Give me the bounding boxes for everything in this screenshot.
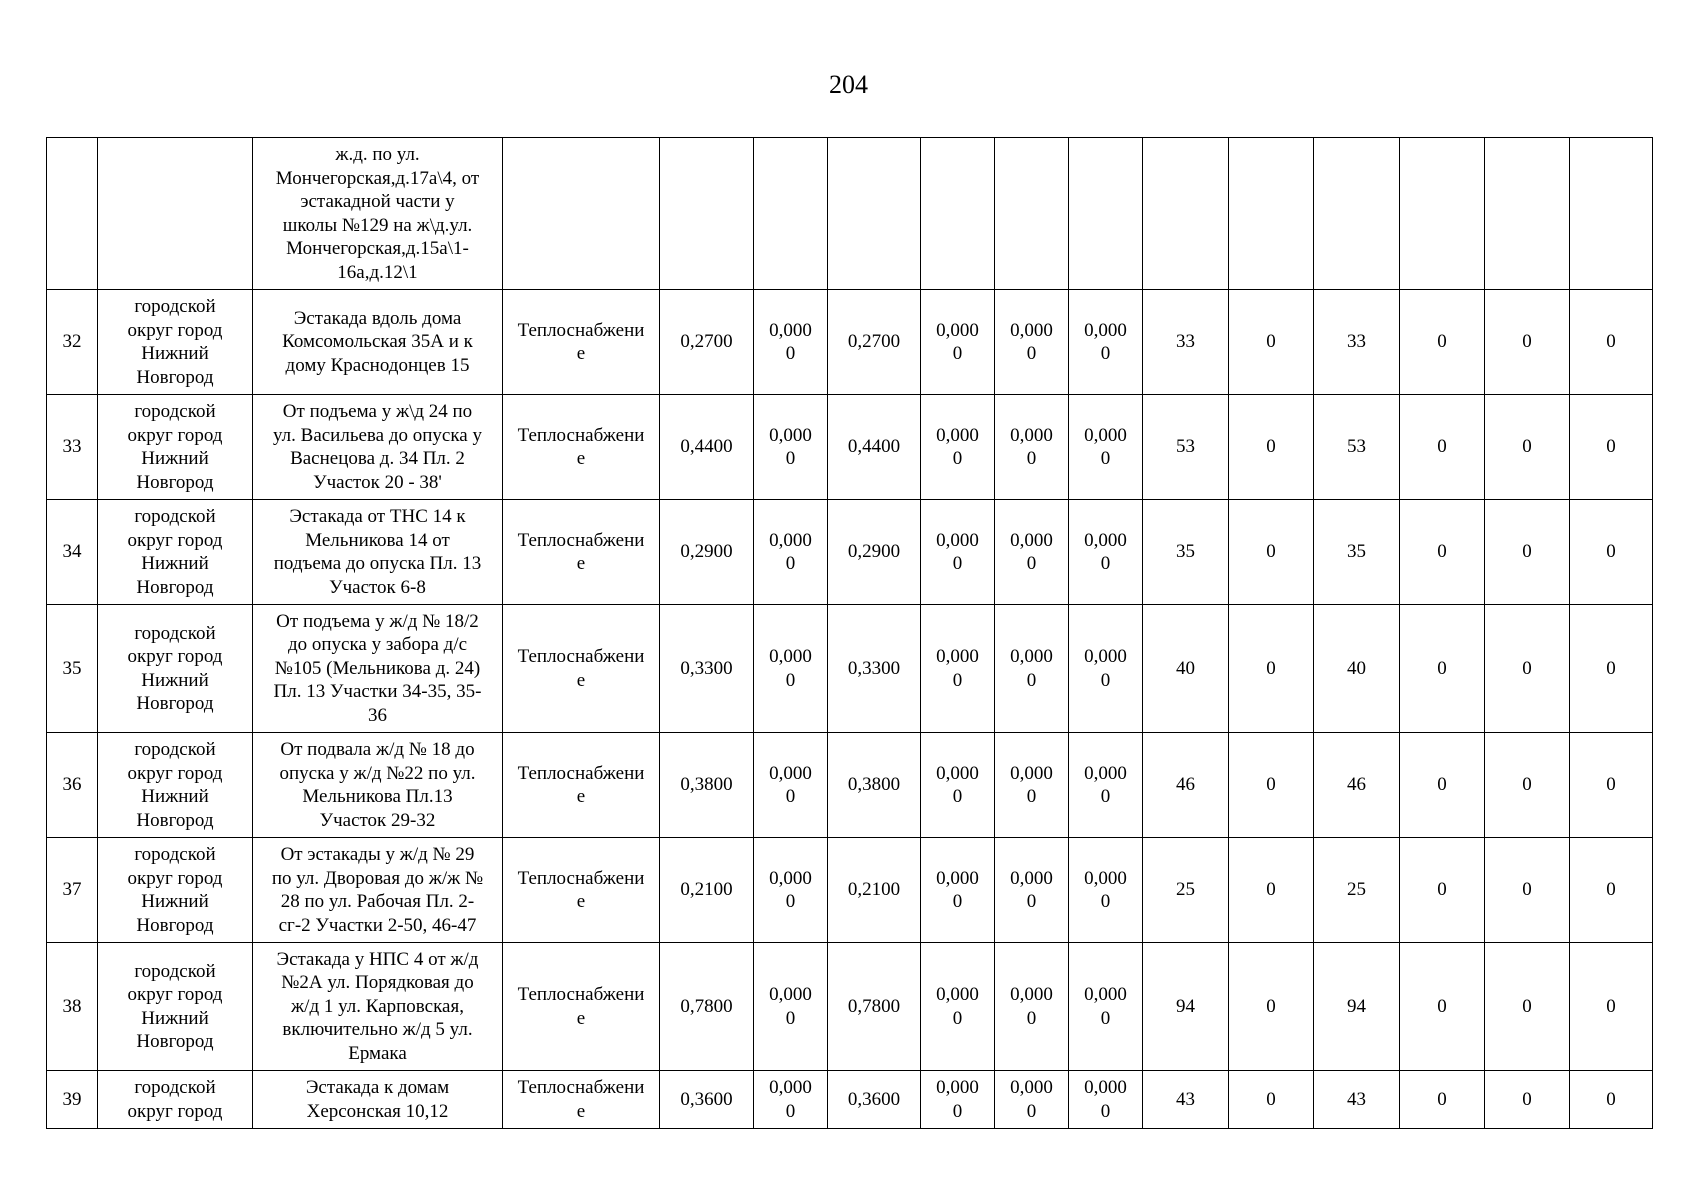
value-cell: 0 <box>1570 500 1653 605</box>
value-cell <box>921 138 995 290</box>
value-cell: 0,7800 <box>828 943 921 1071</box>
category-cell: Теплоснабжени е <box>503 943 660 1071</box>
value-cell: 0,000 0 <box>754 290 828 395</box>
table-row <box>47 138 1653 290</box>
value-cell: 0,000 0 <box>754 395 828 500</box>
municipality-cell: городской округ город Нижний Новгород <box>98 395 253 500</box>
value-cell: 0,000 0 <box>921 1071 995 1129</box>
category-cell <box>503 138 660 290</box>
category-cell: Теплоснабжени е <box>503 605 660 733</box>
value-cell: 0 <box>1485 395 1570 500</box>
category-cell: Теплоснабжени е <box>503 838 660 943</box>
value-cell: 0,000 0 <box>995 605 1069 733</box>
object-cell: Эстакада вдоль дома Комсомольская 35А и к дому Краснодонцев 15 <box>253 290 503 395</box>
value-cell: 0 <box>1400 838 1485 943</box>
municipality-cell: городской округ город Нижний Новгород <box>98 943 253 1071</box>
value-cell: 0,2100 <box>828 838 921 943</box>
value-cell: 0 <box>1229 605 1314 733</box>
table-row <box>47 290 1653 395</box>
municipality-cell <box>98 138 253 290</box>
value-cell: 0,000 0 <box>995 733 1069 838</box>
row-number: 33 <box>47 395 98 500</box>
value-cell: 33 <box>1314 290 1400 395</box>
value-cell: 53 <box>1143 395 1229 500</box>
value-cell: 94 <box>1314 943 1400 1071</box>
object-cell: ж.д. по ул. Мончегорская,д.17а\4, от эстакадной части у школы №129 на ж\д.ул. Мончегорская,д.15а\1- 16а,д.12\1 <box>253 138 503 290</box>
row-number: 34 <box>47 500 98 605</box>
value-cell: 0,3800 <box>828 733 921 838</box>
value-cell: 0 <box>1229 1071 1314 1129</box>
value-cell <box>1314 138 1400 290</box>
value-cell: 0 <box>1570 395 1653 500</box>
category-cell: Теплоснабжени е <box>503 290 660 395</box>
row-number: 32 <box>47 290 98 395</box>
value-cell: 0 <box>1485 838 1570 943</box>
value-cell <box>995 138 1069 290</box>
value-cell: 0,000 0 <box>921 838 995 943</box>
value-cell: 0,000 0 <box>921 395 995 500</box>
value-cell: 0,3300 <box>660 605 754 733</box>
municipality-cell: городской округ город Нижний Новгород <box>98 290 253 395</box>
row-number: 37 <box>47 838 98 943</box>
value-cell: 0 <box>1400 733 1485 838</box>
value-cell <box>1229 138 1314 290</box>
value-cell: 0 <box>1229 838 1314 943</box>
value-cell: 0,000 0 <box>995 1071 1069 1129</box>
category-cell: Теплоснабжени е <box>503 500 660 605</box>
value-cell: 0,000 0 <box>995 290 1069 395</box>
value-cell: 0,000 0 <box>1069 500 1143 605</box>
value-cell <box>1143 138 1229 290</box>
value-cell: 0 <box>1485 605 1570 733</box>
category-cell: Теплоснабжени е <box>503 1071 660 1129</box>
value-cell: 0,000 0 <box>921 733 995 838</box>
value-cell: 0 <box>1229 395 1314 500</box>
value-cell: 43 <box>1143 1071 1229 1129</box>
value-cell: 0,000 0 <box>995 395 1069 500</box>
value-cell: 94 <box>1143 943 1229 1071</box>
value-cell: 0,000 0 <box>754 605 828 733</box>
value-cell: 0,2100 <box>660 838 754 943</box>
value-cell <box>660 138 754 290</box>
value-cell: 0,2700 <box>660 290 754 395</box>
data-table <box>46 137 1653 1129</box>
object-cell: Эстакада к домам Херсонская 10,12 <box>253 1071 503 1129</box>
table-row <box>47 395 1653 500</box>
table-row <box>47 838 1653 943</box>
value-cell: 0,2900 <box>660 500 754 605</box>
municipality-cell: городской округ город Нижний Новгород <box>98 733 253 838</box>
value-cell <box>1400 138 1485 290</box>
value-cell: 0,000 0 <box>1069 838 1143 943</box>
value-cell: 0 <box>1229 943 1314 1071</box>
value-cell: 0,000 0 <box>754 733 828 838</box>
value-cell: 0 <box>1400 1071 1485 1129</box>
value-cell: 0,7800 <box>660 943 754 1071</box>
value-cell: 0,000 0 <box>1069 605 1143 733</box>
value-cell: 0,000 0 <box>1069 943 1143 1071</box>
value-cell: 43 <box>1314 1071 1400 1129</box>
value-cell: 0 <box>1229 290 1314 395</box>
municipality-cell: городской округ город <box>98 1071 253 1129</box>
value-cell: 0,000 0 <box>1069 1071 1143 1129</box>
value-cell: 40 <box>1143 605 1229 733</box>
value-cell: 0,000 0 <box>754 943 828 1071</box>
value-cell: 0 <box>1570 605 1653 733</box>
object-cell: От эстакады у ж/д № 29 по ул. Дворовая до ж/ж № 28 по ул. Рабочая Пл. 2- сг-2 Участки 2-50, 46-47 <box>253 838 503 943</box>
value-cell <box>1069 138 1143 290</box>
value-cell: 0 <box>1485 943 1570 1071</box>
table-row <box>47 1071 1653 1129</box>
object-cell: Эстакада от ТНС 14 к Мельникова 14 от подъема до опуска Пл. 13 Участок 6-8 <box>253 500 503 605</box>
value-cell: 0 <box>1400 605 1485 733</box>
value-cell <box>1570 138 1653 290</box>
object-cell: От подъема у ж\д 24 по ул. Васильева до опуска у Васнецова д. 34 Пл. 2 Участок 20 - 38' <box>253 395 503 500</box>
value-cell: 0 <box>1570 838 1653 943</box>
value-cell: 25 <box>1314 838 1400 943</box>
table-row <box>47 943 1653 1071</box>
value-cell: 0,3600 <box>828 1071 921 1129</box>
value-cell: 53 <box>1314 395 1400 500</box>
value-cell: 0 <box>1229 733 1314 838</box>
table-row <box>47 733 1653 838</box>
value-cell <box>1485 138 1570 290</box>
value-cell: 0,000 0 <box>1069 290 1143 395</box>
value-cell: 25 <box>1143 838 1229 943</box>
value-cell: 0,3600 <box>660 1071 754 1129</box>
value-cell: 0,000 0 <box>754 838 828 943</box>
value-cell: 0 <box>1229 500 1314 605</box>
municipality-cell: городской округ город Нижний Новгород <box>98 838 253 943</box>
value-cell: 0,2900 <box>828 500 921 605</box>
value-cell: 0,2700 <box>828 290 921 395</box>
value-cell: 0 <box>1400 943 1485 1071</box>
value-cell: 0,000 0 <box>1069 395 1143 500</box>
value-cell: 0 <box>1485 290 1570 395</box>
value-cell: 0,000 0 <box>754 1071 828 1129</box>
value-cell: 0,3300 <box>828 605 921 733</box>
value-cell: 0 <box>1400 500 1485 605</box>
value-cell: 0,000 0 <box>754 500 828 605</box>
value-cell: 0 <box>1485 500 1570 605</box>
category-cell: Теплоснабжени е <box>503 395 660 500</box>
row-number: 39 <box>47 1071 98 1129</box>
table-row <box>47 500 1653 605</box>
object-cell: От подвала ж/д № 18 до опуска у ж/д №22 по ул. Мельникова Пл.13 Участок 29-32 <box>253 733 503 838</box>
row-number: 36 <box>47 733 98 838</box>
value-cell: 46 <box>1314 733 1400 838</box>
value-cell: 0,4400 <box>828 395 921 500</box>
page-number: 204 <box>829 70 868 99</box>
value-cell: 0 <box>1570 1071 1653 1129</box>
value-cell: 35 <box>1314 500 1400 605</box>
value-cell: 0,000 0 <box>921 290 995 395</box>
row-number: 38 <box>47 943 98 1071</box>
value-cell: 0 <box>1570 943 1653 1071</box>
object-cell: От подъема у ж/д № 18/2 до опуска у забора д/с №105 (Мельникова д. 24) Пл. 13 Участки 34-35, 35- 36 <box>253 605 503 733</box>
value-cell: 0 <box>1570 290 1653 395</box>
value-cell: 46 <box>1143 733 1229 838</box>
row-number <box>47 138 98 290</box>
value-cell <box>754 138 828 290</box>
value-cell: 0 <box>1485 733 1570 838</box>
value-cell: 0,000 0 <box>921 605 995 733</box>
municipality-cell: городской округ город Нижний Новгород <box>98 500 253 605</box>
value-cell: 0 <box>1485 1071 1570 1129</box>
value-cell: 0,3800 <box>660 733 754 838</box>
value-cell: 35 <box>1143 500 1229 605</box>
value-cell: 0,4400 <box>660 395 754 500</box>
value-cell: 0,000 0 <box>921 943 995 1071</box>
table-row <box>47 605 1653 733</box>
municipality-cell: городской округ город Нижний Новгород <box>98 605 253 733</box>
row-number: 35 <box>47 605 98 733</box>
value-cell: 0 <box>1400 290 1485 395</box>
value-cell: 0 <box>1400 395 1485 500</box>
table-body <box>47 138 1653 1129</box>
object-cell: Эстакада у НПС 4 от ж/д №2А ул. Порядковая до ж/д 1 ул. Карповская, включительно ж/д 5 ул. Ермака <box>253 943 503 1071</box>
value-cell: 0,000 0 <box>995 500 1069 605</box>
value-cell: 0,000 0 <box>921 500 995 605</box>
value-cell: 0,000 0 <box>995 838 1069 943</box>
value-cell: 0 <box>1570 733 1653 838</box>
value-cell: 0,000 0 <box>995 943 1069 1071</box>
value-cell: 33 <box>1143 290 1229 395</box>
value-cell: 40 <box>1314 605 1400 733</box>
value-cell <box>828 138 921 290</box>
category-cell: Теплоснабжени е <box>503 733 660 838</box>
value-cell: 0,000 0 <box>1069 733 1143 838</box>
